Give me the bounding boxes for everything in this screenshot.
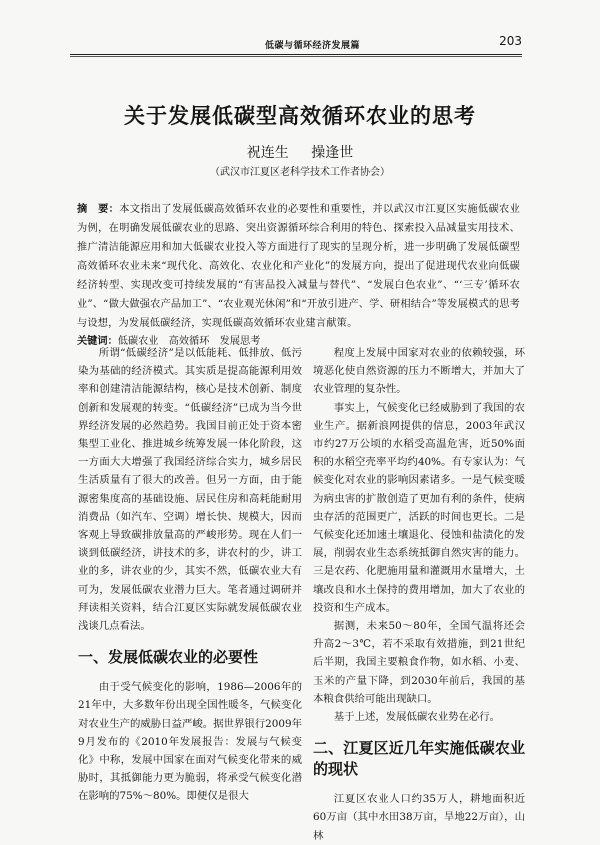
authors <box>0 142 600 162</box>
author-name: 操逢世 <box>311 145 354 161</box>
body-paragraph: 所谓“低碳经济”是以低能耗、低排放、低污染为基础的经济模式。其实质是提高能源利用效率和创建清洁能源结构，核心是技术创新、制度创新和发展观的转变。“低碳经济”已成为当今世界经济发展的必然趋势。我国目前正处于资本密集型工业化、推进城乡统筹发展一体化阶段，这一方面大大增强了我国经济综合实力，城乡居民生活质量有了很大的改善。但另一方面，由于能源密集度高的基础设施、居民住房和高耗能耐用消费品（如汽车、空调）增长快、规模大，因而客观上导致碳排放量高的严峻形势。现在人们一谈到低碳经济，讲技术的多，讲农村的少，讲工业的多，讲农业的少，其实不然，低碳农业大有可为，发展低碳农业潜力巨大。笔者通过调研并拜读相关资料，结合江夏区实际就发展低碳农业浅谈几点看法。 <box>78 347 302 633</box>
running-title: 低碳与循环经济发展篇 <box>265 41 361 51</box>
paper-title: 关于发展低碳型高效循环农业的思考 <box>124 104 476 128</box>
section-heading: 二、江夏区近几年实施低碳农业的现状 <box>313 739 525 779</box>
affiliation: （武汉市江夏区老科学技术工作者协会） <box>210 167 390 178</box>
abstract-text: 本文指出了发展低碳高效循环农业的必要性和重要性，并以武汉市江夏区实施低碳农业为例，在明确发展低碳农业的思路、突出资源循环综合利用的特色、探索投入品减量实用技术、推广清洁能源应用和加大低碳农业投入等方面进行了现实的呈现分析，进一步明确了发展低碳型高效循环农业未来“现代化、高效化、农业化和产业化”的发展方向，提出了促进现代农业向低碳经济转型、实现改变可持续发展的“有害品投入减量与替代”、“发展白色农业”、“‘三专’循环农业”、“做大做强农产品加工”、“农业观光休闲”和“开放引进产、学、研相结合”等发展模式的思考与设想，为发展低碳经济，实现低碳高效循环农业建言献策。 <box>77 204 520 329</box>
running-header <box>70 36 522 55</box>
body-paragraph: 事实上，气候变化已经威胁到了我国的农业生产。据新浪网提供的信息，2003年武汉市约27万公顷的水稻受高温危害，近50%面积的水稻空壳率平均约40%。有专家认为：气候变化对农业的影响因素诸多。一是气候变暖为病虫害的扩散创造了更加有利的条件，使病虫存活的范围更广，活跃的时间也更长。二是气候变化还加速土壤退化、侵蚀和盐渍化的发展，削弱农业生态系统抵御自然灾害的能力。三是农药、化肥施用量和灌溉用水量增大，土壤改良和水土保持的费用增加，加大了农业的投资和生产成本。 <box>313 401 525 614</box>
page-number: 203 <box>499 34 522 48</box>
body-paragraph: 基于上述，发展低碳农业势在必行。 <box>333 711 501 724</box>
abstract-label: 摘 要： <box>77 204 120 215</box>
section-heading: 一、发展低碳农业的必要性 <box>78 648 259 667</box>
header-rule <box>70 56 522 57</box>
body-paragraph: 程度上发展中国家对农业的依赖较强，环境恶化使自然资源的压力不断增大，并加大了农业管理的复杂性。 <box>313 347 525 396</box>
body-paragraph: 由于受气候变化的影响，1986—2006年的21年中，大多数年份出现全国性暖冬，气候变化对农业生产的威胁日益严峻。据世界银行2009年9月发布的《2010年发展报告：发展与气候变化》中称，发展中国家在面对气候变化带来的威胁时，其抵御能力更为脆弱，将承受气候变化潜在影响的75%～80%。即便仅是很大 <box>78 681 302 803</box>
author-name: 祝连生 <box>246 145 289 161</box>
body-paragraph: 江夏区农业人口约35万人，耕地面积近60万亩（其中水田38万亩，旱地22万亩），山林 <box>313 793 525 842</box>
abstract <box>77 200 520 333</box>
body-column-right <box>313 344 525 845</box>
body-column-left <box>78 344 302 806</box>
keywords-label: 关键词： <box>77 336 118 347</box>
keywords-text: 低碳农业 高效循环 发展思考 <box>117 336 261 347</box>
body-paragraph: 据测，未来50～80年，全国气温将还会升高2～3℃，若不采取有效措施，到21世纪后半期，我国主要粮食作物，如水稻、小麦、玉米的产量下降，到2030年前后，我国的基本粮食供给可能出现缺口。 <box>313 620 525 705</box>
